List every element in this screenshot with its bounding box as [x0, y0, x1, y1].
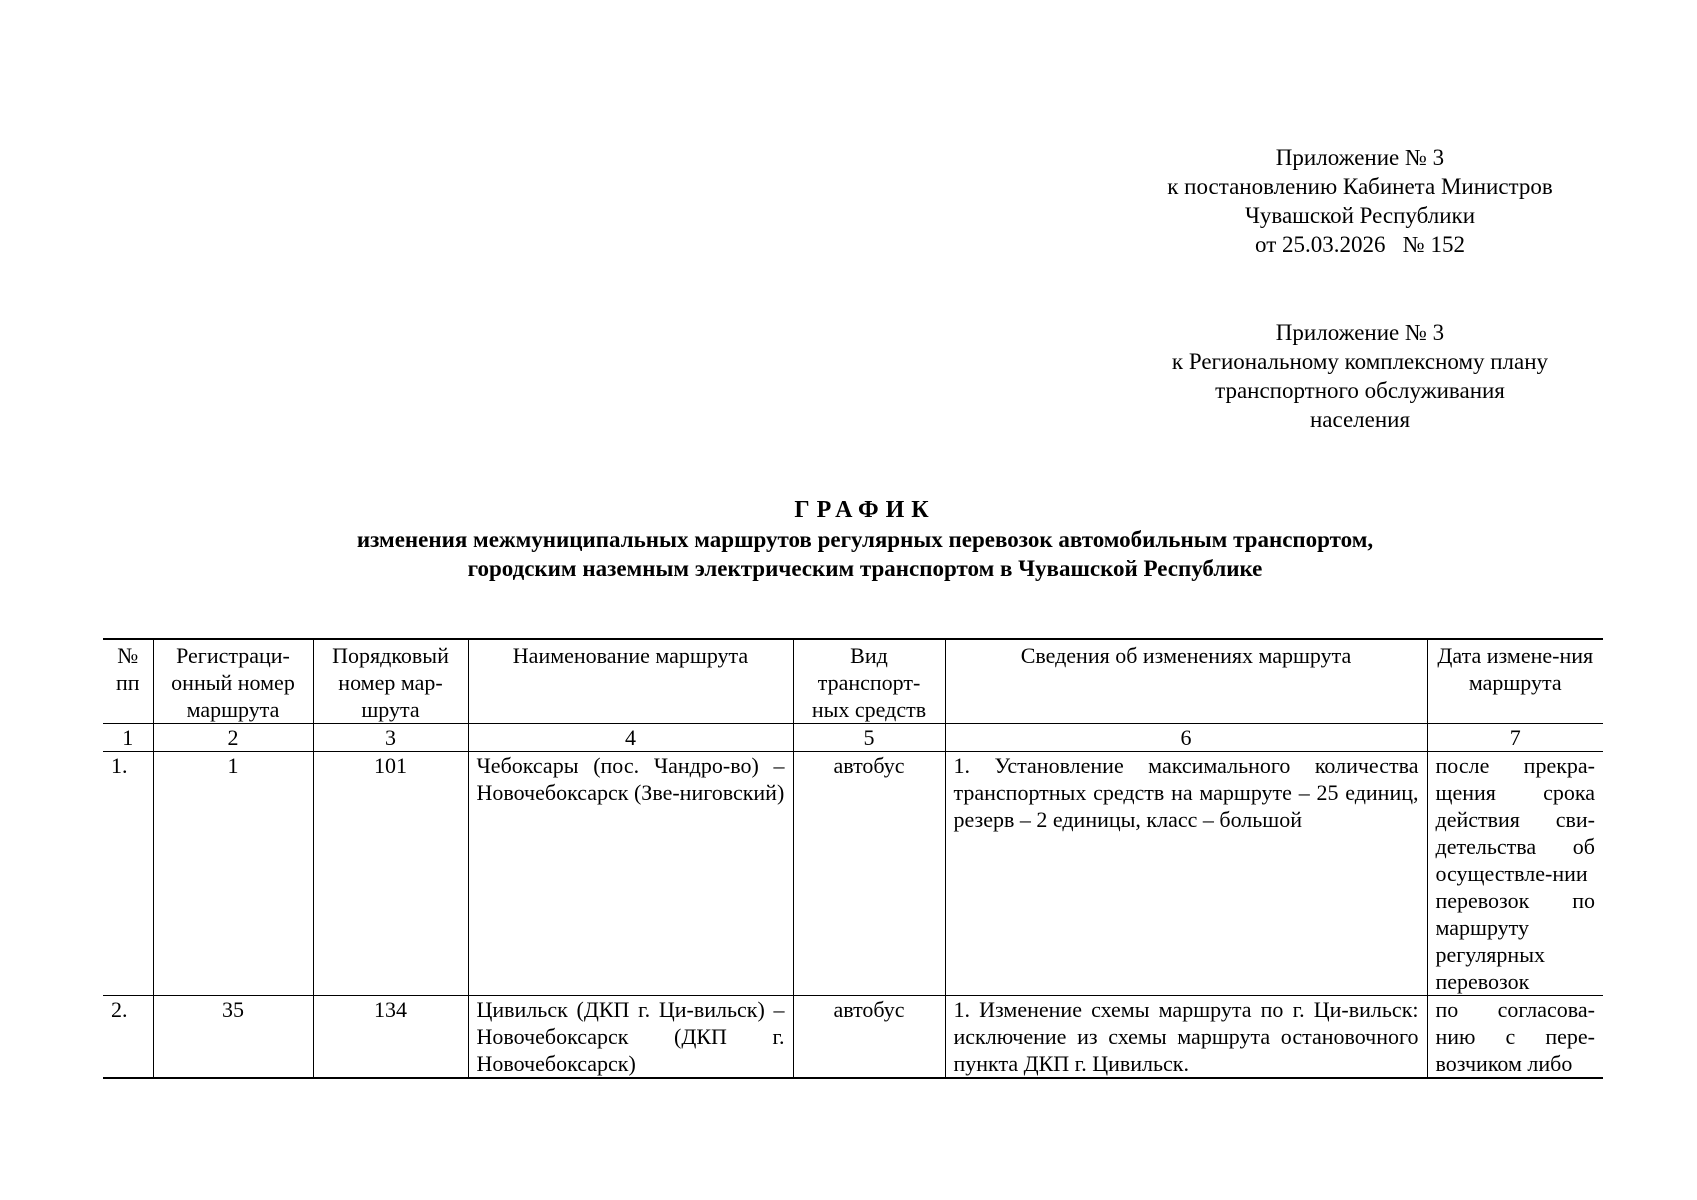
header-cell-route-name: Наименование маршрута: [468, 639, 793, 724]
routes-table: [103, 638, 1603, 1079]
header-cell-reg-number: Регистраци-онный номер маршрута: [153, 639, 313, 724]
column-number: 1: [103, 724, 153, 752]
title-line-2: городским наземным электрическим транспортом в Чувашской Республике: [467, 556, 1263, 581]
column-number: 7: [1427, 724, 1603, 752]
route-name: Чебоксары (пос. Чандро-во) – Новочебоксарск (Зве-ниговский): [468, 752, 793, 996]
header-cell-vehicle-type: Вид транспорт-ных средств: [793, 639, 945, 724]
header-cell-changes: Сведения об изменениях маршрута: [945, 639, 1427, 724]
title-line-1: изменения межмуниципальных маршрутов регулярных перевозок автомобильным транспортом,: [356, 527, 1374, 552]
appendix-line: к постановлению Кабинета Министров: [1167, 174, 1553, 199]
header-cell-number: № пп: [103, 639, 153, 724]
row-number: 2.: [103, 996, 153, 1079]
appendix-line: Приложение № 3: [1275, 145, 1445, 170]
column-number: 3: [313, 724, 468, 752]
vehicle-type: автобус: [793, 996, 945, 1079]
route-name: Цивильск (ДКП г. Ци-вильск) – Новочебоксарск (ДКП г. Новочебоксарск): [468, 996, 793, 1079]
reg-number: 35: [153, 996, 313, 1079]
header-cell-change-date: Дата измене-ния маршрута: [1427, 639, 1603, 724]
route-changes: 1. Изменение схемы маршрута по г. Ци-вильск: исключение из схемы маршрута остановочного пункта ДКП г. Цивильск.: [945, 996, 1427, 1079]
appendix-line: Приложение № 3: [1275, 320, 1445, 345]
appendix-line: населения: [1309, 407, 1411, 432]
appendix-line: от 25.03.2026 № 152: [1255, 232, 1465, 257]
appendix-line: к Региональному комплексному плану: [1171, 349, 1549, 374]
table-row: [103, 996, 1603, 1079]
appendix-line: транспортного обслуживания: [1215, 378, 1505, 403]
table-header-row: [103, 639, 1603, 724]
document-title: [200, 496, 1530, 583]
column-number: 6: [945, 724, 1427, 752]
change-date: по согласова-нию с пере-возчиком либо: [1427, 996, 1603, 1079]
column-number: 4: [468, 724, 793, 752]
row-number: 1.: [103, 752, 153, 996]
route-changes: 1. Установление максимального количества транспортных средств на маршруте – 25 единиц, резерв – 2 единицы, класс – большой: [945, 752, 1427, 996]
order-number: 134: [313, 996, 468, 1079]
appendix-line: Чувашской Республики: [1244, 203, 1476, 228]
column-number: 5: [793, 724, 945, 752]
column-number: 2: [153, 724, 313, 752]
reg-number: 1: [153, 752, 313, 996]
column-number-row: [103, 724, 1603, 752]
header-cell-order-number: Порядковый номер мар-шрута: [313, 639, 468, 724]
title-heading: ГРАФИК: [794, 497, 936, 523]
change-date: после прекра-щения срока действия сви-детельства об осуществле-нии перевозок по маршруту регулярных перевозок: [1427, 752, 1603, 996]
appendix-block-decree: [1110, 143, 1610, 259]
appendix-block-plan: [1110, 318, 1610, 434]
vehicle-type: автобус: [793, 752, 945, 996]
table-row: [103, 752, 1603, 996]
order-number: 101: [313, 752, 468, 996]
